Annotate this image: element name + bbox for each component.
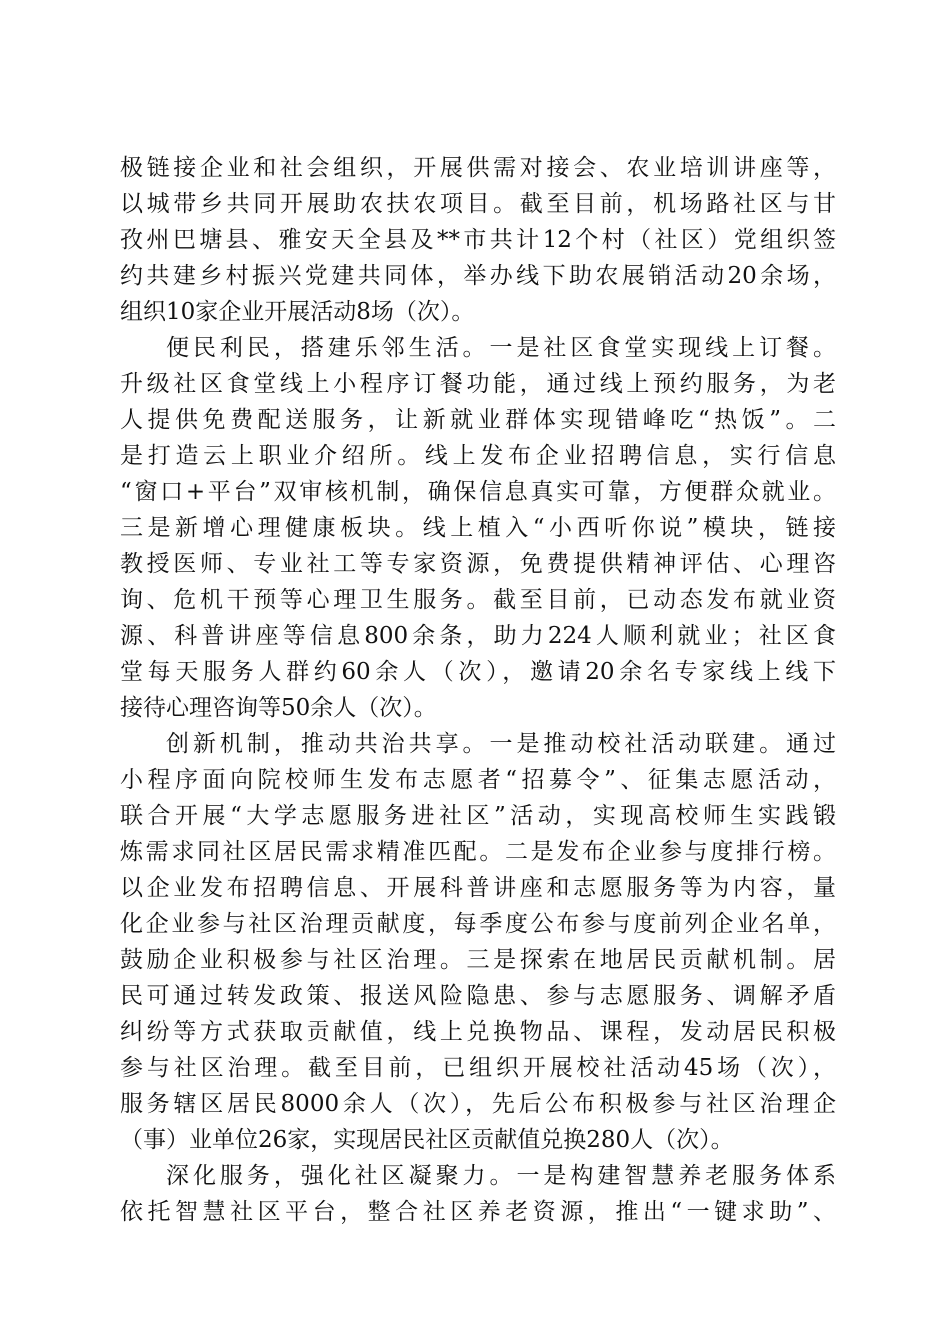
paragraph-heading-line: 创新机制，推动共治共享。一是推动校社活动联建。通过: [166, 731, 836, 757]
text-line: 约共建乡村振兴党建共同体，举办线下助农展销活动20余场，: [120, 263, 836, 289]
text-line: 源、科普讲座等信息800余条，助力224人顺利就业；社区食: [120, 623, 836, 649]
text-line: 以城带乡共同开展助农扶农项目。截至目前，机场路社区与甘: [120, 191, 836, 217]
text-line: 联合开展“大学志愿服务进社区”活动，实现高校师生实践锻: [120, 803, 836, 829]
text-line: 组织10家企业开展活动8场（次）。: [120, 299, 475, 325]
text-line: （事）业单位26家，实现居民社区贡献值兑换280人（次）。: [120, 1127, 734, 1153]
text-line: 升级社区食堂线上小程序订餐功能，通过线上预约服务，为老: [120, 371, 836, 397]
text-line: 人提供免费配送服务，让新就业群体实现错峰吃“热饭”。二: [120, 407, 836, 433]
paragraph-heading-line: 便民利民，搭建乐邻生活。一是社区食堂实现线上订餐。: [166, 335, 836, 361]
text-line: 鼓励企业积极参与社区治理。三是探索在地居民贡献机制。居: [120, 947, 836, 973]
text-line: 参与社区治理。截至目前，已组织开展校社活动45场（次），: [120, 1055, 836, 1081]
text-line: 堂每天服务人群约60余人（次），邀请20余名专家线上线下: [120, 659, 836, 685]
text-line: 化企业参与社区治理贡献度，每季度公布参与度前列企业名单，: [120, 911, 836, 937]
text-line: 接待心理咨询等50余人（次）。: [120, 695, 437, 721]
text-line: 教授医师、专业社工等专家资源，免费提供精神评估、心理咨: [120, 551, 836, 577]
text-line: 孜州巴塘县、雅安天全县及**市共计12个村（社区）党组织签: [120, 227, 836, 253]
text-line: 服务辖区居民8000余人（次），先后公布积极参与社区治理企: [120, 1091, 836, 1117]
body-text: [120, 150, 836, 1230]
text-line: 以企业发布招聘信息、开展科普讲座和志愿服务等为内容，量: [120, 875, 836, 901]
text-line: 是打造云上职业介绍所。线上发布企业招聘信息，实行信息: [120, 443, 836, 469]
text-line: 依托智慧社区平台，整合社区养老资源，推出“一键求助”、: [120, 1199, 836, 1225]
text-line: 三是新增心理健康板块。线上植入“小西听你说”模块，链接: [120, 515, 836, 541]
text-line: 小程序面向院校师生发布志愿者“招募令”、征集志愿活动，: [120, 767, 836, 793]
text-line: “窗口+平台”双审核机制，确保信息真实可靠，方便群众就业。: [120, 479, 836, 505]
text-line: 询、危机干预等心理卫生服务。截至目前，已动态发布就业资: [120, 587, 836, 613]
text-line: 炼需求同社区居民需求精准匹配。二是发布企业参与度排行榜。: [120, 839, 836, 865]
text-line: 民可通过转发政策、报送风险隐患、参与志愿服务、调解矛盾: [120, 983, 836, 1009]
paragraph-heading-line: 深化服务，强化社区凝聚力。一是构建智慧养老服务体系: [166, 1163, 836, 1189]
text-line: 纠纷等方式获取贡献值，线上兑换物品、课程，发动居民积极: [120, 1019, 836, 1045]
text-line: 极链接企业和社会组织，开展供需对接会、农业培训讲座等，: [120, 155, 836, 181]
